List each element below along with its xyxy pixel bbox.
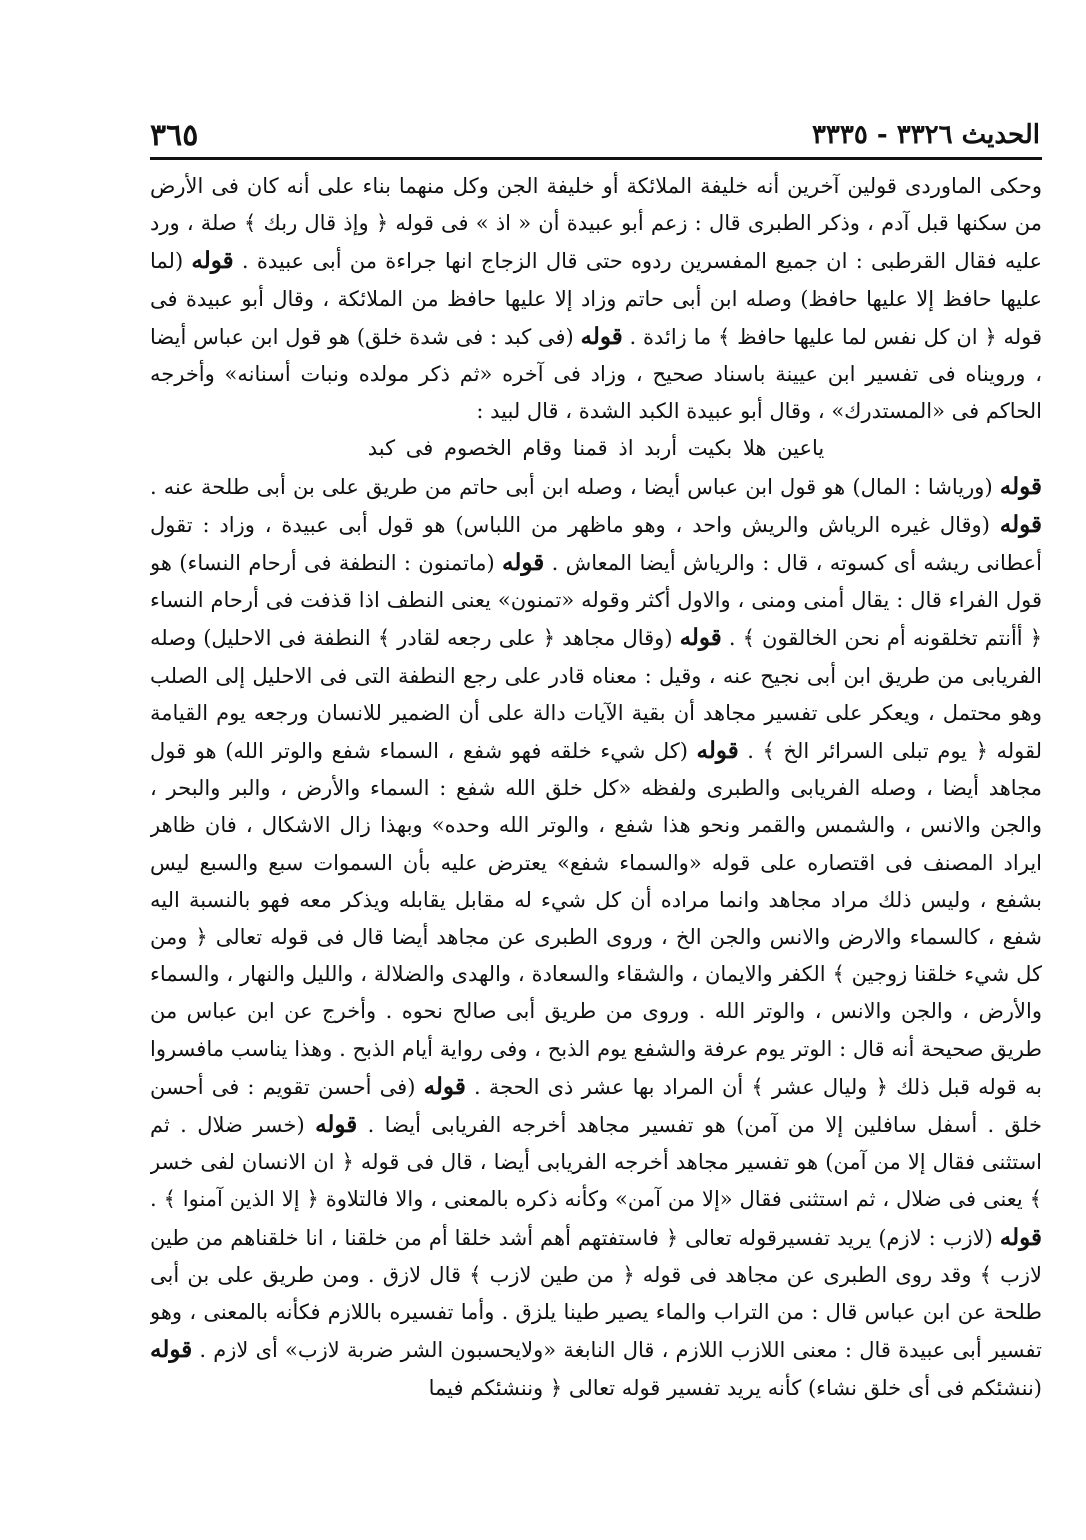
header-rule — [150, 157, 1042, 160]
keyword-qawluhu: قوله — [423, 1072, 466, 1100]
verse-line — [150, 430, 1042, 467]
keyword-qawluhu: قوله — [696, 737, 739, 765]
text-segment: (وقال مجاهد ﴿ على رجعه لقادر ﴾ النطفة فى الاحليل) وصله الفريابى من طريق ابن أبى نجيح عنه ، وقيل : معناه قادر على رجع النطفة التى فى الاحليل إلى الصلب وهو محتمل ، ويعكر على تفسير مجاهد أن بقية الآيات دالة على أن الضمير للانسان ورجعه يوم القيامة لقوله ﴿ يوم تبلى السرائر الخ ﴾ . — [150, 626, 1042, 764]
running-title: الحديث ٣٣٢٦ - ٣٣٣٥ — [811, 120, 1040, 150]
text-segment: (كل شيء خلقه فهو شفع ، السماء شفع والوتر الله) هو قول مجاهد أيضا ، وصله الفريابى والطبرى ولفظه «كل خلق الله شفع : السماء والأرض ، والبر والبحر ، والجن والانس ، والشمس والقمر ونحو هذا شفع ، والوتر الله وحده» وبهذا زال الاشكال ، فان ظاهر ايراد المصنف فى اقتصاره على قوله «والسماء شفع» يعترض عليه بأن السموات سبع والسبع ليس بشفع ، وليس ذلك مراد مجاهد وانما مراده أن كل شيء له مقابل يقابله ويذكر معه فهو بالنسبة اليه شفع ، كالسماء والارض والانس والجن الخ ، وروى الطبرى عن مجاهد أيضا قال فى قوله تعالى ﴿ ومن كل شيء خلقنا زوجين ﴾ الكفر والايمان ، والشقاء والسعادة ، والهدى والضلالة ، والليل والنهار ، والسماء والأرض ، والجن والانس ، والوتر الله . وروى من طريق أبى صالح نحوه . وأخرج عن ابن عباس من طريق صحيحة أنه قال : الوتر يوم عرفة والشفع يوم الذبح ، وفى رواية أيام الذبح . وهذا يناسب مافسروا به قوله قبل ذلك ﴿ وليال عشر ﴾ أن المراد بها عشر ذى الحجة . — [150, 739, 1042, 1099]
text-segment: (ماتمنون : النطفة فى أرحام النساء) هو قول الفراء قال : يقال أمنى ومنى ، والاول أكثر وقوله «تمنون» يعنى النطف اذا قذفت فى أرحام النساء ﴿ أأنتم تخلقونه أم نحن الخالقون ﴾ . — [150, 551, 1042, 651]
text-paragraph — [150, 168, 1042, 430]
keyword-qawluhu: قوله — [679, 624, 722, 652]
keyword-qawluhu: قوله — [502, 549, 545, 577]
text-segment: وحكى الماوردى قولين آخرين أنه خليفة الملائكة أو خليفة الجن وكل منهما بناء على أنه كان فى الأرض من سكنها قبل آدم ، وذكر الطبرى قال : زعم أبو عبيدة أن « اذ » فى قوله ﴿ وإذ قال ربك ﴾ صلة ، ورد عليه فقال القرطبى : ان جميع المفسرين ردوه حتى قال الزجاج انها جراءة من أبى عبيدة . — [150, 174, 1042, 274]
keyword-qawluhu: قوله — [999, 472, 1042, 500]
text-segment: (لازب : لازم) يريد تفسيرقوله تعالى ﴿ فاستفتهم أهم أشد خلقا أم من خلقنا ، انا خلقناهم من طين لازب ﴾ وقد روى الطبرى عن مجاهد فى قوله ﴿ من طين لازب ﴾ قال لازق . ومن طريق على بن أبى طلحة عن ابن عباس قال : من التراب والماء يصير طينا يلزق . وأما تفسيره باللازم فكأنه بالمعنى ، وهو تفسير أبى عبيدة قال : معنى اللازب اللازم ، قال النابغة «ولايحسبون الشر ضربة لازب» أى لازم . — [150, 1225, 1042, 1363]
page-number: ٣٦٥ — [150, 118, 199, 153]
keyword-qawluhu: قوله — [999, 1223, 1042, 1251]
text-segment: (خسر ضلال . ثم استثنى فقال إلا من آمن) هو تفسير مجاهد أخرجه الفريابى أيضا ، قال فى قوله ﴿ ان الانسان لفى خسر ﴾ يعنى فى ضلال ، ثم استثنى فقال «إلا من آمن» وكأنه ذكره بالمعنى ، والا فالتلاوة ﴿ إلا الذين آمنوا ﴾ . — [150, 1113, 1042, 1212]
keyword-qawluhu: قوله — [150, 1336, 193, 1364]
text-segment: (ورياشا : المال) هو قول ابن عباس أيضا ، وصله ابن أبى حاتم من طريق على بن أبى طلحة عنه . — [150, 474, 1000, 499]
text-paragraph — [150, 468, 1042, 1407]
keyword-qawluhu: قوله — [580, 322, 623, 350]
keyword-qawluhu: قوله — [315, 1111, 358, 1139]
text-segment: (فى أحسن تقويم : فى أحسن خلق . أسفل سافلين إلا من آمن) هو تفسير مجاهد أخرجه الفريابى أيضا . — [150, 1074, 1042, 1138]
text-segment: (وقال غيره الرياش والريش واحد ، وهو ماظهر من اللباس) هو قول أبى عبيدة ، وزاد : تقول أعطانى ريشه أى كسوته ، قال : والرياش أيضا المعاش . — [150, 512, 1042, 576]
text-segment: (ننشئكم فى أى خلق نشاء) كأنه يريد تفسير قوله تعالى ﴿ وننشئكم فيما — [428, 1375, 1042, 1400]
text-segment: ياعين هلا بكيت أربد اذ قمنا وقام الخصوم فى كبد — [367, 436, 825, 461]
keyword-qawluhu: قوله — [999, 510, 1042, 538]
text-segment: (فى كبد : فى شدة خلق) هو قول ابن عباس أيضا ، ورويناه فى تفسير ابن عيينة باسناد صحيح ، وزاد فى آخره «ثم ذكر مولده ونبات أسنانه» وأخرجه الحاكم فى «المستدرك» ، وقال أبو عبيدة الكبد الشدة ، قال لبيد : — [150, 324, 1042, 424]
keyword-qawluhu: قوله — [191, 247, 234, 275]
page-body — [150, 168, 1042, 1508]
page-header — [150, 118, 1040, 162]
text-segment: (لما عليها حافظ إلا عليها حافظ) وصله ابن أبى حاتم وزاد إلا عليها حافظ من الملائكة ، وقال أبو عبيدة فى قوله ﴿ ان كل نفس لما عليها حافظ ﴾ ما زائدة . — [150, 249, 1042, 349]
